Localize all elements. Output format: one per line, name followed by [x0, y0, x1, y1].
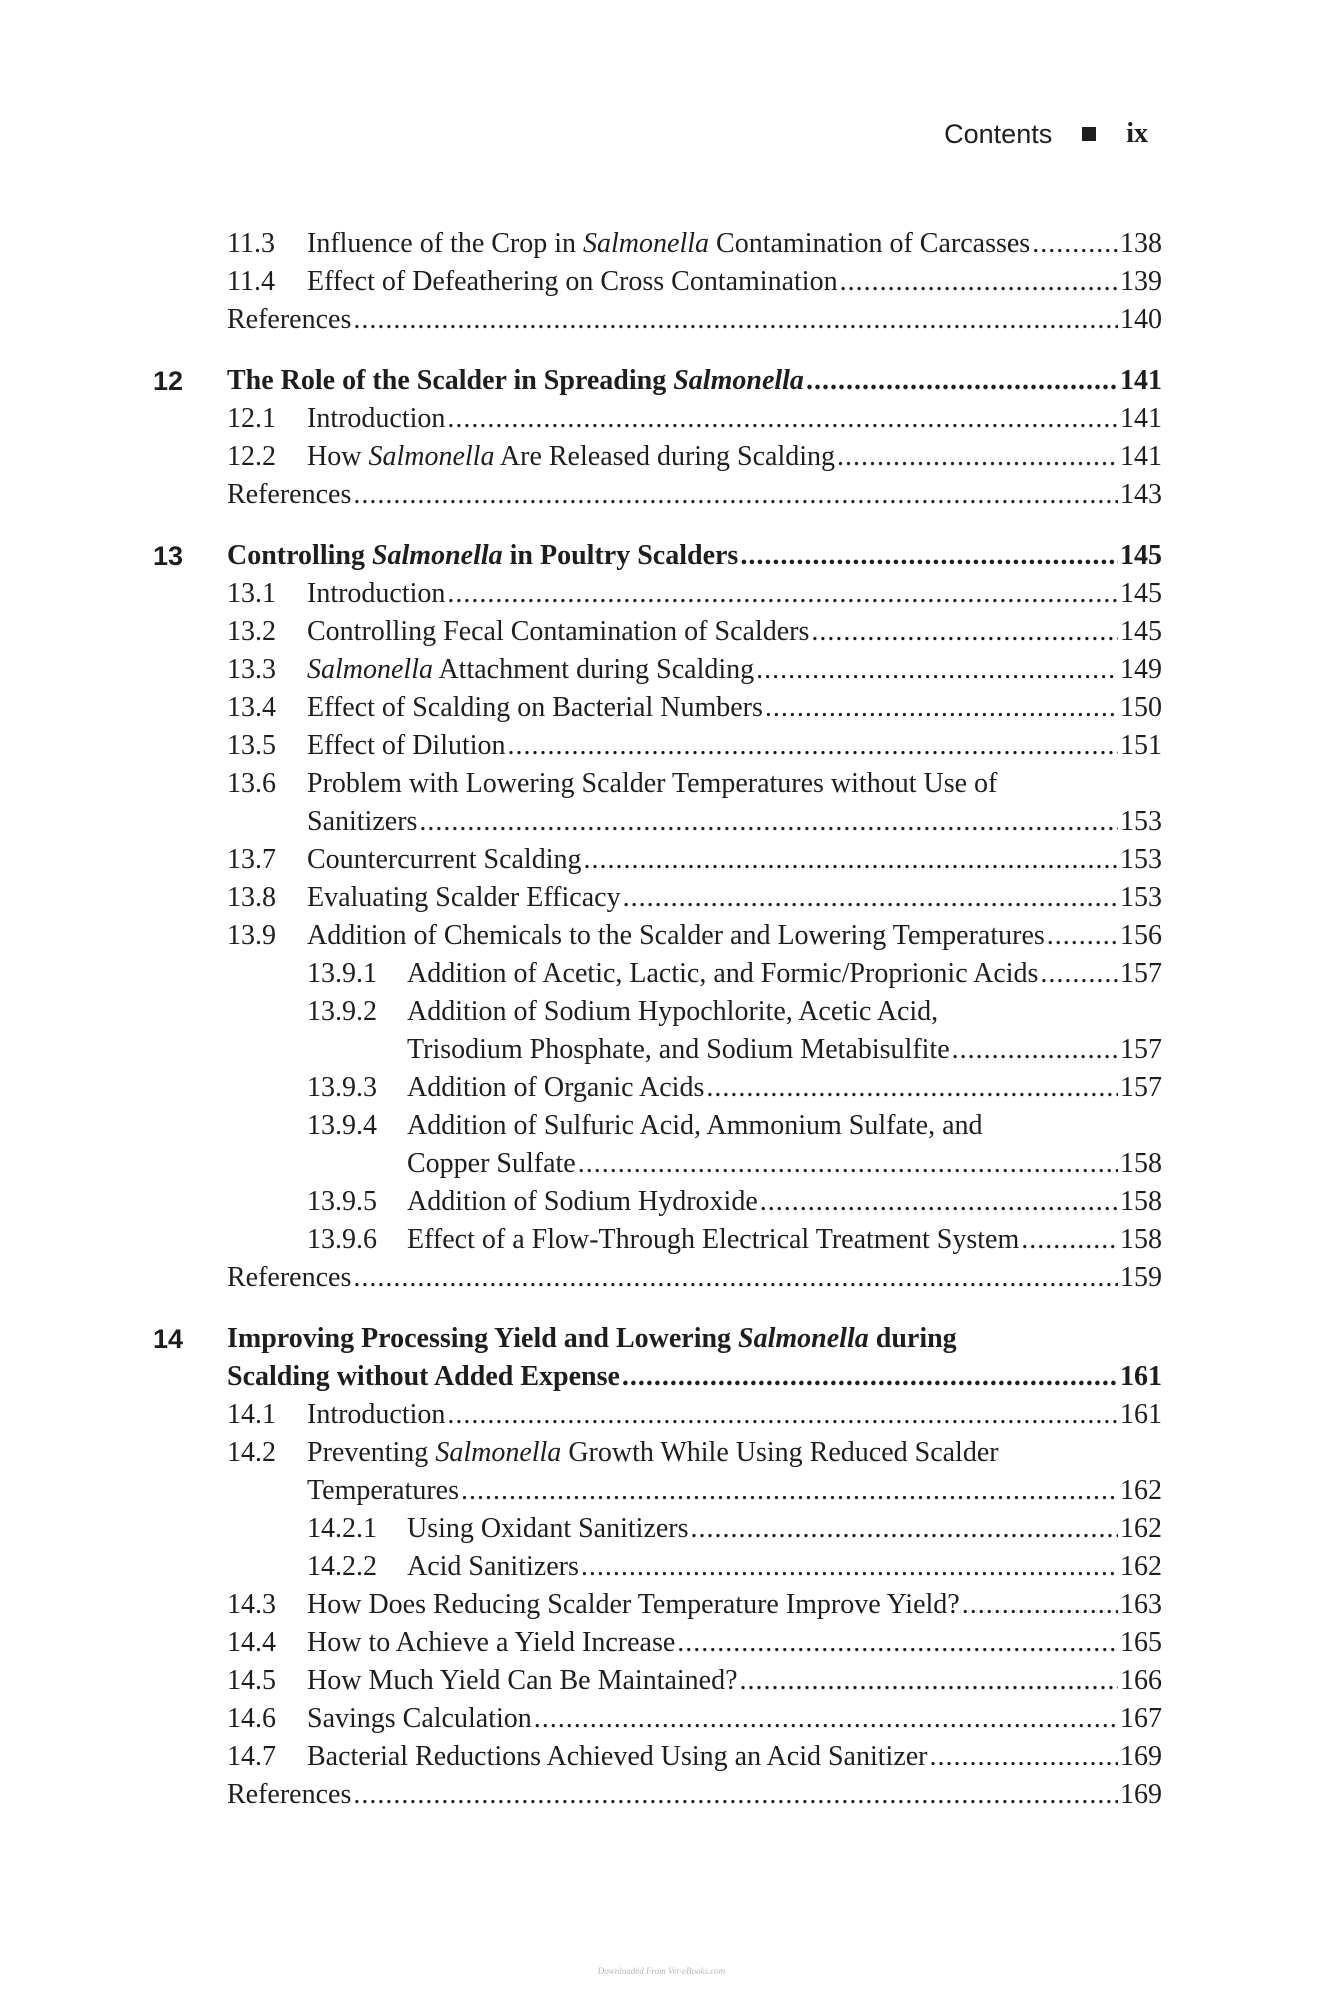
- section-number: 14.3: [227, 1589, 276, 1620]
- page-number: 153: [1120, 806, 1162, 837]
- section-number: 13.9.3: [307, 1072, 377, 1103]
- dot-leader: [622, 1358, 1118, 1396]
- page-number: 158: [1120, 1186, 1162, 1217]
- section-number: 14.2: [227, 1437, 276, 1468]
- entry-title: The Role of the Scalder in Spreading Salmonella: [227, 365, 804, 396]
- entry-title: How to Achieve a Yield Increase: [307, 1627, 676, 1658]
- page-number: 157: [1120, 1072, 1162, 1103]
- dot-leader: [461, 1472, 1118, 1510]
- page-number: 169: [1120, 1741, 1162, 1772]
- entry-title: Bacterial Reductions Achieved Using an Acid Sanitizer: [307, 1741, 928, 1772]
- toc-entry: [0, 1107, 1323, 1145]
- dot-leader: [583, 841, 1118, 879]
- page-number: 163: [1120, 1589, 1162, 1620]
- section-number: 14.4: [227, 1627, 276, 1658]
- toc-entry: [0, 225, 1323, 263]
- toc-entry: [0, 1738, 1323, 1776]
- dot-leader: [962, 1586, 1118, 1624]
- entry-title: Problem with Lowering Scalder Temperatures without Use of: [307, 768, 998, 799]
- page-number: 162: [1120, 1475, 1162, 1506]
- toc-entry: [0, 1776, 1323, 1814]
- toc-entry: [0, 1358, 1323, 1396]
- toc-entry: [0, 917, 1323, 955]
- dot-leader: [930, 1738, 1119, 1776]
- toc-entry: [0, 879, 1323, 917]
- toc-entry: [0, 1662, 1323, 1700]
- dot-leader: [508, 727, 1118, 765]
- section-number: 14.2.2: [307, 1551, 377, 1582]
- dot-leader: [740, 1662, 1118, 1700]
- dot-leader: [353, 301, 1118, 339]
- page-number: 166: [1120, 1665, 1162, 1696]
- page-number: 162: [1120, 1513, 1162, 1544]
- section-number: 13.9: [227, 920, 276, 951]
- entry-title: Controlling Fecal Contamination of Scalders: [307, 616, 810, 647]
- section-number: 14.1: [227, 1399, 276, 1430]
- section-number: 13.6: [227, 768, 276, 799]
- toc-entry: [0, 1510, 1323, 1548]
- section-number: 12.2: [227, 441, 276, 472]
- toc-entry: [0, 301, 1323, 339]
- page-number: 158: [1120, 1224, 1162, 1255]
- chapter-number: 13: [153, 541, 184, 571]
- toc-entry: [0, 1320, 1323, 1358]
- entry-title: References: [227, 479, 352, 510]
- entry-title: References: [227, 1262, 352, 1293]
- header-label: Contents: [944, 118, 1053, 149]
- entry-title: Countercurrent Scalding: [307, 844, 582, 875]
- page-number: 159: [1120, 1262, 1162, 1293]
- dot-leader: [1047, 917, 1118, 955]
- toc-entry: [0, 993, 1323, 1031]
- toc-entry: [0, 263, 1323, 301]
- watermark: Downloaded From Vet-eBooks.com: [597, 1966, 726, 1976]
- page-number: 158: [1120, 1148, 1162, 1179]
- entry-title: How Much Yield Can Be Maintained?: [307, 1665, 738, 1696]
- toc-entry: [0, 1259, 1323, 1297]
- page-number: 141: [1120, 365, 1162, 396]
- entry-title: Trisodium Phosphate, and Sodium Metabisulfite: [407, 1034, 950, 1065]
- page-number: 161: [1120, 1399, 1162, 1430]
- toc-entry: [0, 1624, 1323, 1662]
- entry-title: Sanitizers: [307, 806, 418, 837]
- dot-leader: [760, 1183, 1118, 1221]
- toc-entry: [0, 689, 1323, 727]
- entry-title: Effect of Scalding on Bacterial Numbers: [307, 692, 763, 723]
- dot-leader: [447, 1396, 1118, 1434]
- entry-title: Effect of Dilution: [307, 730, 506, 761]
- page-number: 143: [1120, 479, 1162, 510]
- chapter-number: 12: [153, 366, 184, 396]
- chapter-number: 14: [153, 1324, 184, 1354]
- running-header: [944, 118, 1148, 150]
- dot-leader: [623, 879, 1118, 917]
- entry-title: Acid Sanitizers: [407, 1551, 579, 1582]
- entry-title: References: [227, 304, 352, 335]
- toc-entry: [0, 955, 1323, 993]
- toc-entry: [0, 803, 1323, 841]
- page-number: 141: [1120, 441, 1162, 472]
- dot-leader: [837, 438, 1118, 476]
- dot-leader: [447, 575, 1118, 613]
- section-number: 13.5: [227, 730, 276, 761]
- entry-title: Controlling Salmonella in Poultry Scalders: [227, 540, 739, 571]
- section-number: 13.9.1: [307, 958, 377, 989]
- page-number: 149: [1120, 654, 1162, 685]
- entry-title: Addition of Acetic, Lactic, and Formic/Proprionic Acids: [407, 958, 1039, 989]
- section-number: 14.7: [227, 1741, 276, 1772]
- dot-leader: [353, 476, 1118, 514]
- dot-leader: [578, 1145, 1118, 1183]
- dot-leader: [581, 1548, 1118, 1586]
- toc-entry: [0, 575, 1323, 613]
- dot-leader: [419, 803, 1118, 841]
- entry-title: Effect of Defeathering on Cross Contamination: [307, 266, 838, 297]
- section-number: 14.6: [227, 1703, 276, 1734]
- toc-entry: [0, 1069, 1323, 1107]
- entry-title: Salmonella Attachment during Scalding: [307, 654, 755, 685]
- toc-entry: [0, 1396, 1323, 1434]
- entry-title: Improving Processing Yield and Lowering Salmonella during: [227, 1323, 957, 1354]
- entry-title: Copper Sulfate: [407, 1148, 576, 1179]
- section-number: 13.1: [227, 578, 276, 609]
- section-number: 14.2.1: [307, 1513, 377, 1544]
- page-number: 157: [1120, 1034, 1162, 1065]
- page-number: 162: [1120, 1551, 1162, 1582]
- dot-leader: [447, 400, 1118, 438]
- toc-entry: [0, 1700, 1323, 1738]
- section-number: 13.9.2: [307, 996, 377, 1027]
- toc-entry: [0, 841, 1323, 879]
- entry-title: Preventing Salmonella Growth While Using Reduced Scalder: [307, 1437, 999, 1468]
- section-number: 13.9.6: [307, 1224, 377, 1255]
- toc-entry: [0, 1221, 1323, 1259]
- dot-leader: [756, 651, 1118, 689]
- page-number: 151: [1120, 730, 1162, 761]
- dot-leader: [811, 613, 1118, 651]
- dot-leader: [677, 1624, 1118, 1662]
- section-number: 13.8: [227, 882, 276, 913]
- header-page-number: ix: [1126, 118, 1148, 149]
- dot-leader: [1040, 955, 1118, 993]
- page-number: 169: [1120, 1779, 1162, 1810]
- dot-leader: [353, 1259, 1118, 1297]
- page-number: 157: [1120, 958, 1162, 989]
- dot-leader: [534, 1700, 1118, 1738]
- dot-leader: [952, 1031, 1118, 1069]
- square-bullet-icon: [1082, 127, 1096, 141]
- entry-title: Effect of a Flow-Through Electrical Treatment System: [407, 1224, 1020, 1255]
- page-number: 167: [1120, 1703, 1162, 1734]
- toc-entry: [0, 400, 1323, 438]
- toc-entry: [0, 1145, 1323, 1183]
- page-number: 161: [1120, 1361, 1162, 1392]
- page-number: 145: [1120, 616, 1162, 647]
- section-number: 12.1: [227, 403, 276, 434]
- entry-title: Introduction: [307, 403, 446, 434]
- toc-entry: [0, 537, 1323, 575]
- section-number: 13.2: [227, 616, 276, 647]
- toc-entry: [0, 765, 1323, 803]
- toc-entry: [0, 1548, 1323, 1586]
- toc-entry: [0, 1472, 1323, 1510]
- entry-title: How Salmonella Are Released during Scalding: [307, 441, 836, 472]
- entry-title: Using Oxidant Sanitizers: [407, 1513, 689, 1544]
- entry-title: Addition of Sodium Hypochlorite, Acetic Acid,: [407, 996, 939, 1027]
- dot-leader: [353, 1776, 1118, 1814]
- dot-leader: [765, 689, 1118, 727]
- entry-title: References: [227, 1779, 352, 1810]
- toc-entry: [0, 1031, 1323, 1069]
- page-number: 145: [1120, 578, 1162, 609]
- entry-title: Introduction: [307, 578, 446, 609]
- section-number: 13.4: [227, 692, 276, 723]
- entry-title: Introduction: [307, 1399, 446, 1430]
- section-number: 13.3: [227, 654, 276, 685]
- entry-title: Addition of Sodium Hydroxide: [407, 1186, 758, 1217]
- section-number: 13.9.4: [307, 1110, 377, 1141]
- section-number: 13.9.5: [307, 1186, 377, 1217]
- section-number: 11.3: [227, 228, 275, 259]
- section-number: 11.4: [227, 266, 275, 297]
- entry-title: Influence of the Crop in Salmonella Contamination of Carcasses: [307, 228, 1031, 259]
- entry-title: Addition of Chemicals to the Scalder and Lowering Temperatures: [307, 920, 1045, 951]
- page-number: 165: [1120, 1627, 1162, 1658]
- dot-leader: [1032, 225, 1118, 263]
- page-number: 140: [1120, 304, 1162, 335]
- dot-leader: [740, 537, 1118, 575]
- entry-title: How Does Reducing Scalder Temperature Improve Yield?: [307, 1589, 960, 1620]
- toc-entry: [0, 438, 1323, 476]
- toc-entry: [0, 727, 1323, 765]
- toc-entry: [0, 1434, 1323, 1472]
- entry-title: Addition of Sulfuric Acid, Ammonium Sulfate, and: [407, 1110, 983, 1141]
- entry-title: Addition of Organic Acids: [407, 1072, 705, 1103]
- page-number: 138: [1120, 228, 1162, 259]
- entry-title: Scalding without Added Expense: [227, 1361, 620, 1392]
- toc-entry: [0, 476, 1323, 514]
- dot-leader: [806, 362, 1118, 400]
- toc-entry: [0, 362, 1323, 400]
- toc-entry: [0, 651, 1323, 689]
- section-number: 14.5: [227, 1665, 276, 1696]
- page-number: 150: [1120, 692, 1162, 723]
- page-number: 145: [1120, 540, 1162, 571]
- entry-title: Temperatures: [307, 1475, 459, 1506]
- page-number: 153: [1120, 844, 1162, 875]
- entry-title: Evaluating Scalder Efficacy: [307, 882, 621, 913]
- dot-leader: [840, 263, 1118, 301]
- dot-leader: [691, 1510, 1118, 1548]
- toc-entry: [0, 1586, 1323, 1624]
- toc-entry: [0, 1183, 1323, 1221]
- page-number: 141: [1120, 403, 1162, 434]
- dot-leader: [1021, 1221, 1118, 1259]
- toc-entry: [0, 613, 1323, 651]
- dot-leader: [706, 1069, 1118, 1107]
- section-number: 13.7: [227, 844, 276, 875]
- page-number: 156: [1120, 920, 1162, 951]
- page-number: 153: [1120, 882, 1162, 913]
- page-number: 139: [1120, 266, 1162, 297]
- entry-title: Savings Calculation: [307, 1703, 532, 1734]
